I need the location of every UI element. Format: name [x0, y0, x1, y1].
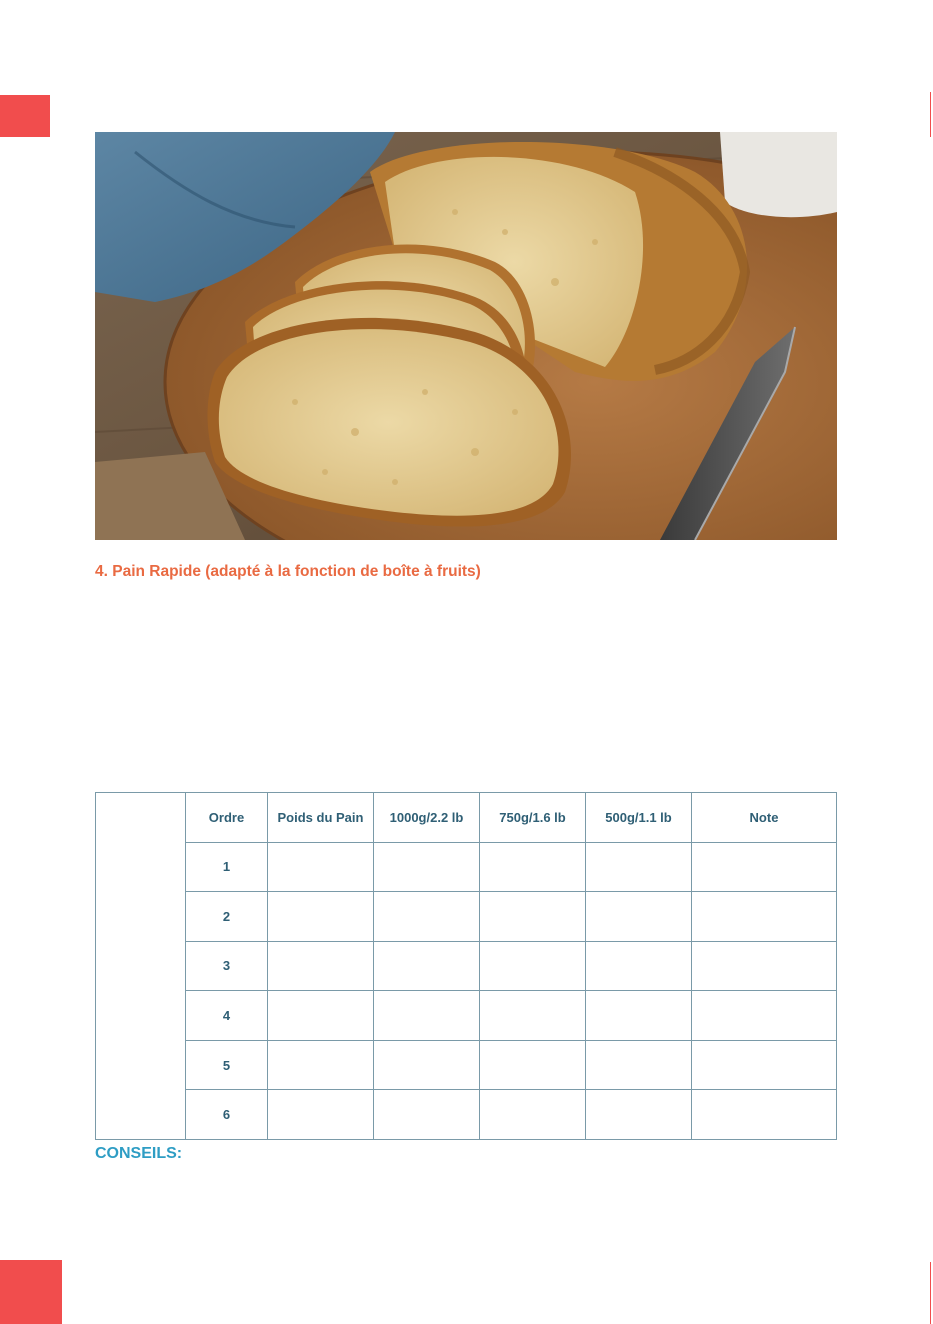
table-row: [96, 941, 837, 991]
table-cell: [374, 1090, 480, 1140]
col-header-note: Note: [692, 793, 837, 843]
order-cell: 6: [186, 1090, 268, 1140]
table-cell: [586, 1090, 692, 1140]
table-cell: [374, 941, 480, 991]
recipe-title: 4. Pain Rapide (adapté à la fonction de boîte à fruits): [95, 563, 481, 580]
table-cell: [268, 892, 374, 942]
edge-mark-bottom: [930, 1262, 931, 1324]
order-cell: 4: [186, 991, 268, 1041]
table-cell: [692, 1090, 837, 1140]
table-row: [96, 991, 837, 1041]
table-cell: [268, 1040, 374, 1090]
table-row: [96, 1090, 837, 1140]
table-cell: [268, 1090, 374, 1140]
table-side-cell: [96, 793, 186, 1140]
order-cell: 2: [186, 892, 268, 942]
table-cell: [586, 991, 692, 1041]
col-header-750g: 750g/1.6 lb: [480, 793, 586, 843]
table-cell: [692, 941, 837, 991]
col-header-1000g: 1000g/2.2 lb: [374, 793, 480, 843]
table-cell: [374, 892, 480, 942]
table-cell: [586, 842, 692, 892]
order-cell: 3: [186, 941, 268, 991]
table-cell: [374, 842, 480, 892]
program-table: [95, 792, 837, 1140]
table-cell: [268, 941, 374, 991]
table-cell: [374, 991, 480, 1041]
table-cell: [480, 1040, 586, 1090]
table-cell: [480, 1090, 586, 1140]
order-cell: 5: [186, 1040, 268, 1090]
table-cell: [692, 1040, 837, 1090]
col-header-bread-weight: Poids du Pain: [268, 793, 374, 843]
table-cell: [268, 991, 374, 1041]
table-row: [96, 842, 837, 892]
order-cell: 1: [186, 842, 268, 892]
table-header-row: [96, 793, 837, 843]
table-cell: [480, 941, 586, 991]
bread-photo: [95, 132, 837, 540]
corner-accent-bottom: [0, 1260, 62, 1324]
tips-heading: CONSEILS:: [95, 1145, 183, 1162]
table-cell: [480, 892, 586, 942]
table-cell: [268, 842, 374, 892]
table-cell: [586, 941, 692, 991]
table-cell: [480, 842, 586, 892]
table-cell: [586, 892, 692, 942]
col-header-order: Ordre: [186, 793, 268, 843]
table-cell: [692, 991, 837, 1041]
table-cell: [480, 991, 586, 1041]
table-row: [96, 1040, 837, 1090]
edge-mark-top: [930, 92, 931, 137]
table-row: [96, 892, 837, 942]
table-cell: [692, 842, 837, 892]
table-cell: [374, 1040, 480, 1090]
table-cell: [692, 892, 837, 942]
table-cell: [586, 1040, 692, 1090]
col-header-500g: 500g/1.1 lb: [586, 793, 692, 843]
corner-accent-top: [0, 95, 50, 137]
